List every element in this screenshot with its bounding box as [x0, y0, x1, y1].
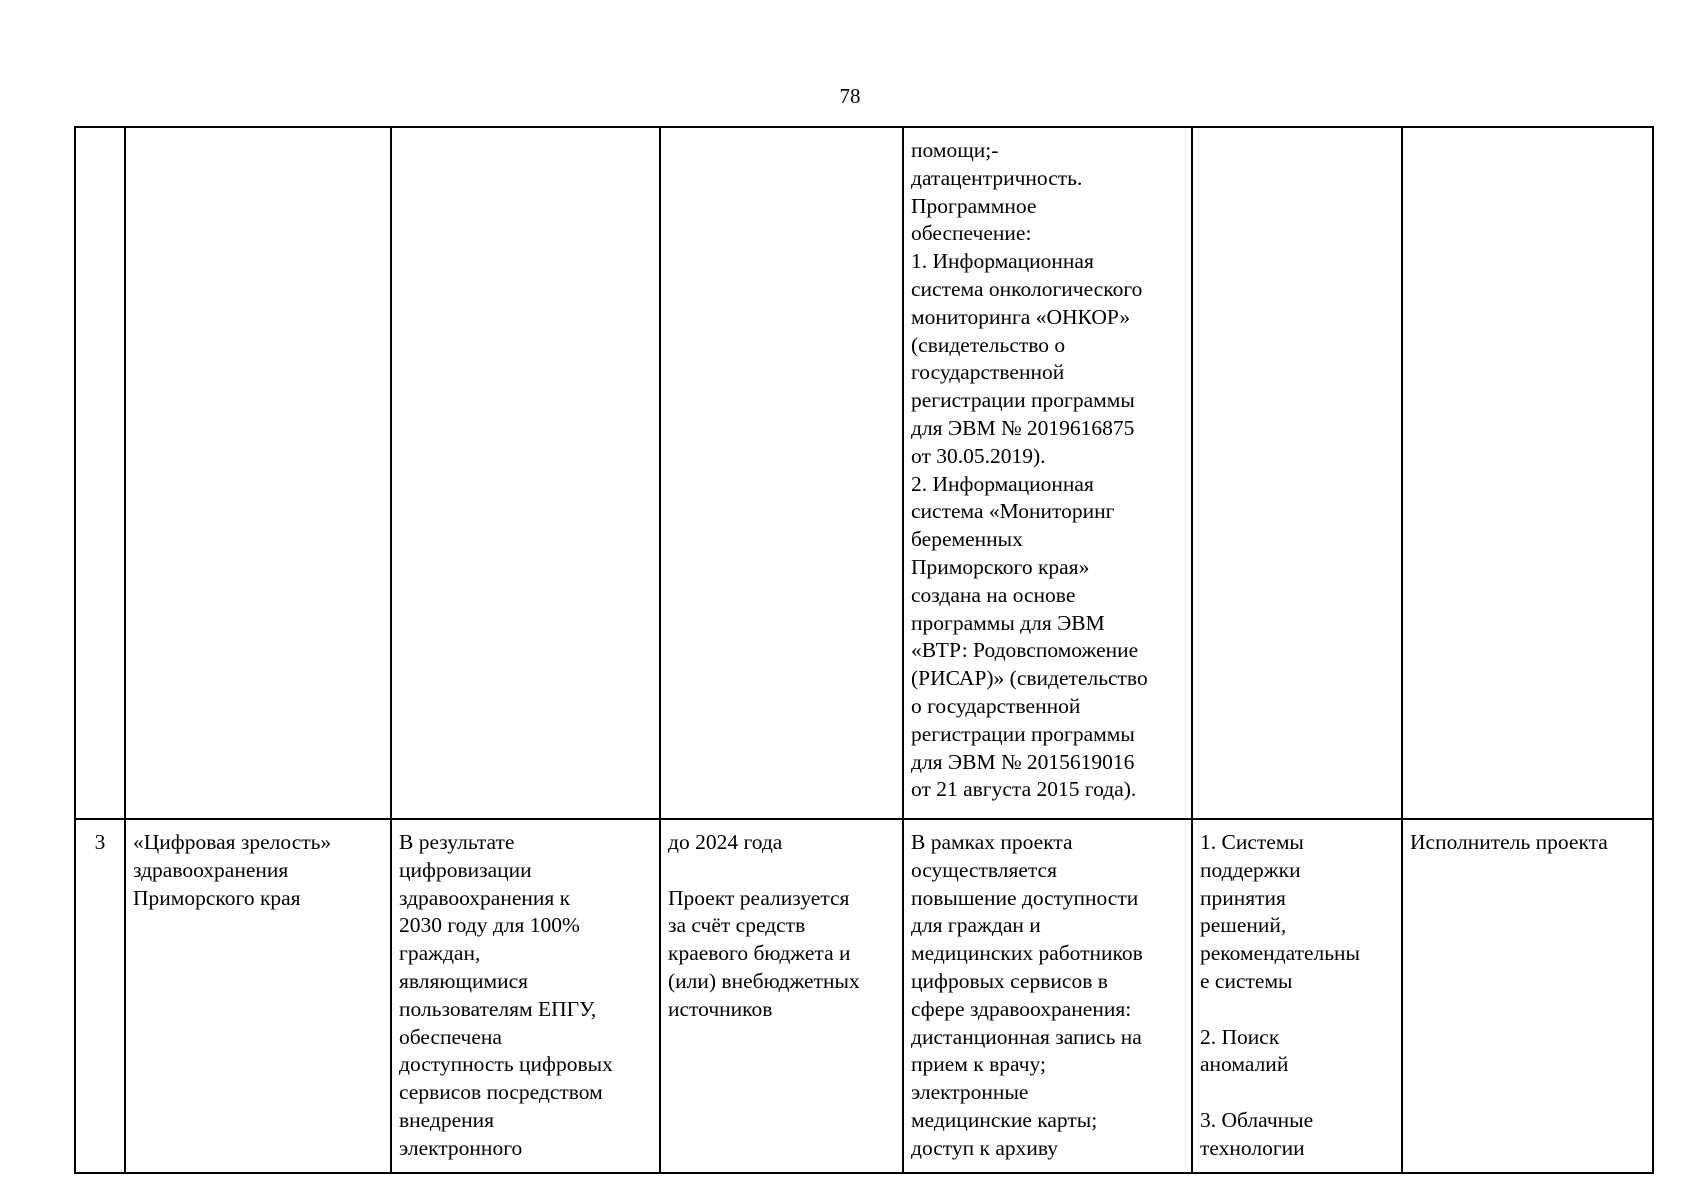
cell-project-name: «Цифровая зрелость» здравоохранения Приморского края: [125, 819, 391, 1173]
page-number: 78: [839, 84, 861, 108]
cell-executor: [1402, 127, 1653, 819]
cell-technologies: [1192, 127, 1402, 819]
cell-description: помощи;- датацентричность. Программное обеспечение: 1. Информационная система онкологического мониторинга «ОНКОР» (свидетельство о государственной регистрации программы для ЭВМ № 2019616875 от 30.05.2019). 2. Информационная система «Мониторинг беременных Приморского края» создана на основе программы для ЭВМ «ВТР: Родовспоможение (РИСАР)» (свидетельство о государственной регистрации программы для ЭВМ № 2015619016 от 21 августа 2015 года).: [903, 127, 1192, 819]
table-row: [75, 819, 1653, 1173]
cell-number: 3: [75, 819, 125, 1173]
cell-project-name: [125, 127, 391, 819]
project-table: [74, 126, 1654, 1174]
cell-result: В результате цифровизации здравоохранения к 2030 году для 100% граждан, являющимися пользователям ЕПГУ, обеспечена доступность цифровых сервисов посредством внедрения электронного: [391, 819, 660, 1173]
cell-executor: Исполнитель проекта: [1402, 819, 1653, 1173]
cell-technologies: 1. Системы поддержки принятия решений, рекомендательны е системы 2. Поиск аномалий 3. Облачные технологии: [1192, 819, 1402, 1173]
cell-period: [660, 127, 903, 819]
cell-result: [391, 127, 660, 819]
cell-period: до 2024 года Проект реализуется за счёт средств краевого бюджета и (или) внебюджетных источников: [660, 819, 903, 1173]
cell-description: В рамках проекта осуществляется повышение доступности для граждан и медицинских работников цифровых сервисов в сфере здравоохранения: дистанционная запись на прием к врачу; электронные медицинские карты; доступ к архиву: [903, 819, 1192, 1173]
cell-number: [75, 127, 125, 819]
table-row: [75, 127, 1653, 819]
